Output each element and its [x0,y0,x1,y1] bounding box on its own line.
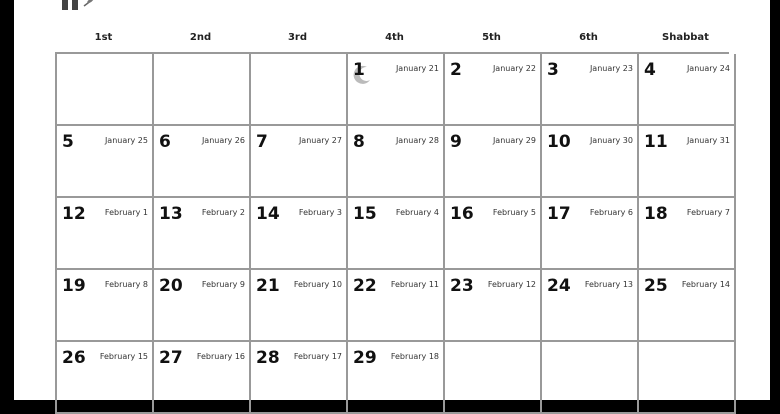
gregorian-date: January 24 [686,64,730,73]
gregorian-date: January 21 [395,64,439,73]
day-cell[interactable] [154,342,251,414]
day-cell[interactable] [251,126,348,198]
gregorian-date: February 16 [196,352,245,361]
day-cell[interactable] [251,342,348,414]
hebrew-day-number: 14 [256,204,280,224]
day-cell[interactable] [57,342,154,414]
hebrew-day-number: 21 [256,276,280,296]
calendar-grid [55,52,729,414]
hebrew-day-number: 8 [353,132,365,152]
day-cell[interactable] [57,198,154,270]
hebrew-day-number: 22 [353,276,377,296]
day-cell[interactable] [639,342,736,414]
hebrew-day-number: 6 [159,132,171,152]
weekday-label: 1st [94,32,113,43]
day-cell[interactable] [542,54,639,126]
gregorian-date: February 8 [104,280,148,289]
day-cell[interactable] [154,126,251,198]
gregorian-date: February 13 [584,280,633,289]
day-cell[interactable] [348,54,445,126]
gregorian-date: January 31 [686,136,730,145]
weekday-label: Shabbat [662,32,709,43]
gregorian-date: January 27 [298,136,342,145]
day-cell[interactable] [445,198,542,270]
day-cell[interactable] [251,270,348,342]
gregorian-date: February 6 [589,208,633,217]
hebrew-day-number: 20 [159,276,183,296]
gregorian-date: February 3 [298,208,342,217]
gregorian-date: February 11 [390,280,439,289]
gregorian-date: February 15 [99,352,148,361]
day-cell[interactable] [251,54,348,126]
gregorian-date: January 29 [492,136,536,145]
hebrew-day-number: 24 [547,276,571,296]
gregorian-date: February 10 [293,280,342,289]
gregorian-date: January 25 [104,136,148,145]
day-cell[interactable] [445,342,542,414]
hebrew-day-number: 12 [62,204,86,224]
weekday-label: 6th [579,32,598,43]
gregorian-date: February 17 [293,352,342,361]
gregorian-date: February 5 [492,208,536,217]
day-cell[interactable] [445,270,542,342]
hebrew-day-number: 10 [547,132,571,152]
day-cell[interactable] [348,270,445,342]
hebrew-day-number: 7 [256,132,268,152]
hebrew-day-number: 27 [159,348,183,368]
day-cell[interactable] [542,270,639,342]
day-cell[interactable] [445,54,542,126]
hebrew-day-number: 25 [644,276,668,296]
gregorian-date: February 14 [681,280,730,289]
hebrew-day-number: 2 [450,60,462,80]
gregorian-date: February 2 [201,208,245,217]
weekday-label: 4th [385,32,404,43]
gregorian-date: February 18 [390,352,439,361]
hebrew-day-number: 3 [547,60,559,80]
gregorian-date: February 1 [104,208,148,217]
day-cell[interactable] [154,54,251,126]
day-cell[interactable] [542,342,639,414]
gregorian-date: January 26 [201,136,245,145]
olive-branch-logo-icon [62,0,120,12]
hebrew-day-number: 9 [450,132,462,152]
weekday-label: 5th [482,32,501,43]
day-cell[interactable] [348,342,445,414]
day-cell[interactable] [57,54,154,126]
hebrew-day-number: 17 [547,204,571,224]
hebrew-day-number: 1 [353,60,365,80]
day-cell[interactable] [445,126,542,198]
day-cell[interactable] [57,126,154,198]
calendar-sheet [14,0,770,400]
day-cell[interactable] [639,54,736,126]
hebrew-day-number: 28 [256,348,280,368]
day-cell[interactable] [542,198,639,270]
weekday-label: 3rd [287,32,308,43]
hebrew-day-number: 16 [450,204,474,224]
day-cell[interactable] [154,198,251,270]
hebrew-day-number: 19 [62,276,86,296]
gregorian-date: February 12 [487,280,536,289]
day-cell[interactable] [348,126,445,198]
hebrew-day-number: 13 [159,204,183,224]
gregorian-date: February 4 [395,208,439,217]
day-cell[interactable] [639,198,736,270]
day-cell[interactable] [57,270,154,342]
hebrew-day-number: 5 [62,132,74,152]
hebrew-day-number: 11 [644,132,668,152]
day-cell[interactable] [348,198,445,270]
gregorian-date: January 28 [395,136,439,145]
hebrew-day-number: 4 [644,60,656,80]
hebrew-day-number: 15 [353,204,377,224]
hebrew-day-number: 18 [644,204,668,224]
hebrew-day-number: 29 [353,348,377,368]
gregorian-date: January 30 [589,136,633,145]
gregorian-date: January 22 [492,64,536,73]
hebrew-day-number: 23 [450,276,474,296]
gregorian-date: February 7 [686,208,730,217]
gregorian-date: January 23 [589,64,633,73]
hebrew-day-number: 26 [62,348,86,368]
day-cell[interactable] [251,198,348,270]
day-cell[interactable] [154,270,251,342]
day-cell[interactable] [639,270,736,342]
gregorian-date: February 9 [201,280,245,289]
weekday-label: 2nd [189,32,212,43]
day-cell[interactable] [542,126,639,198]
day-cell[interactable] [639,126,736,198]
